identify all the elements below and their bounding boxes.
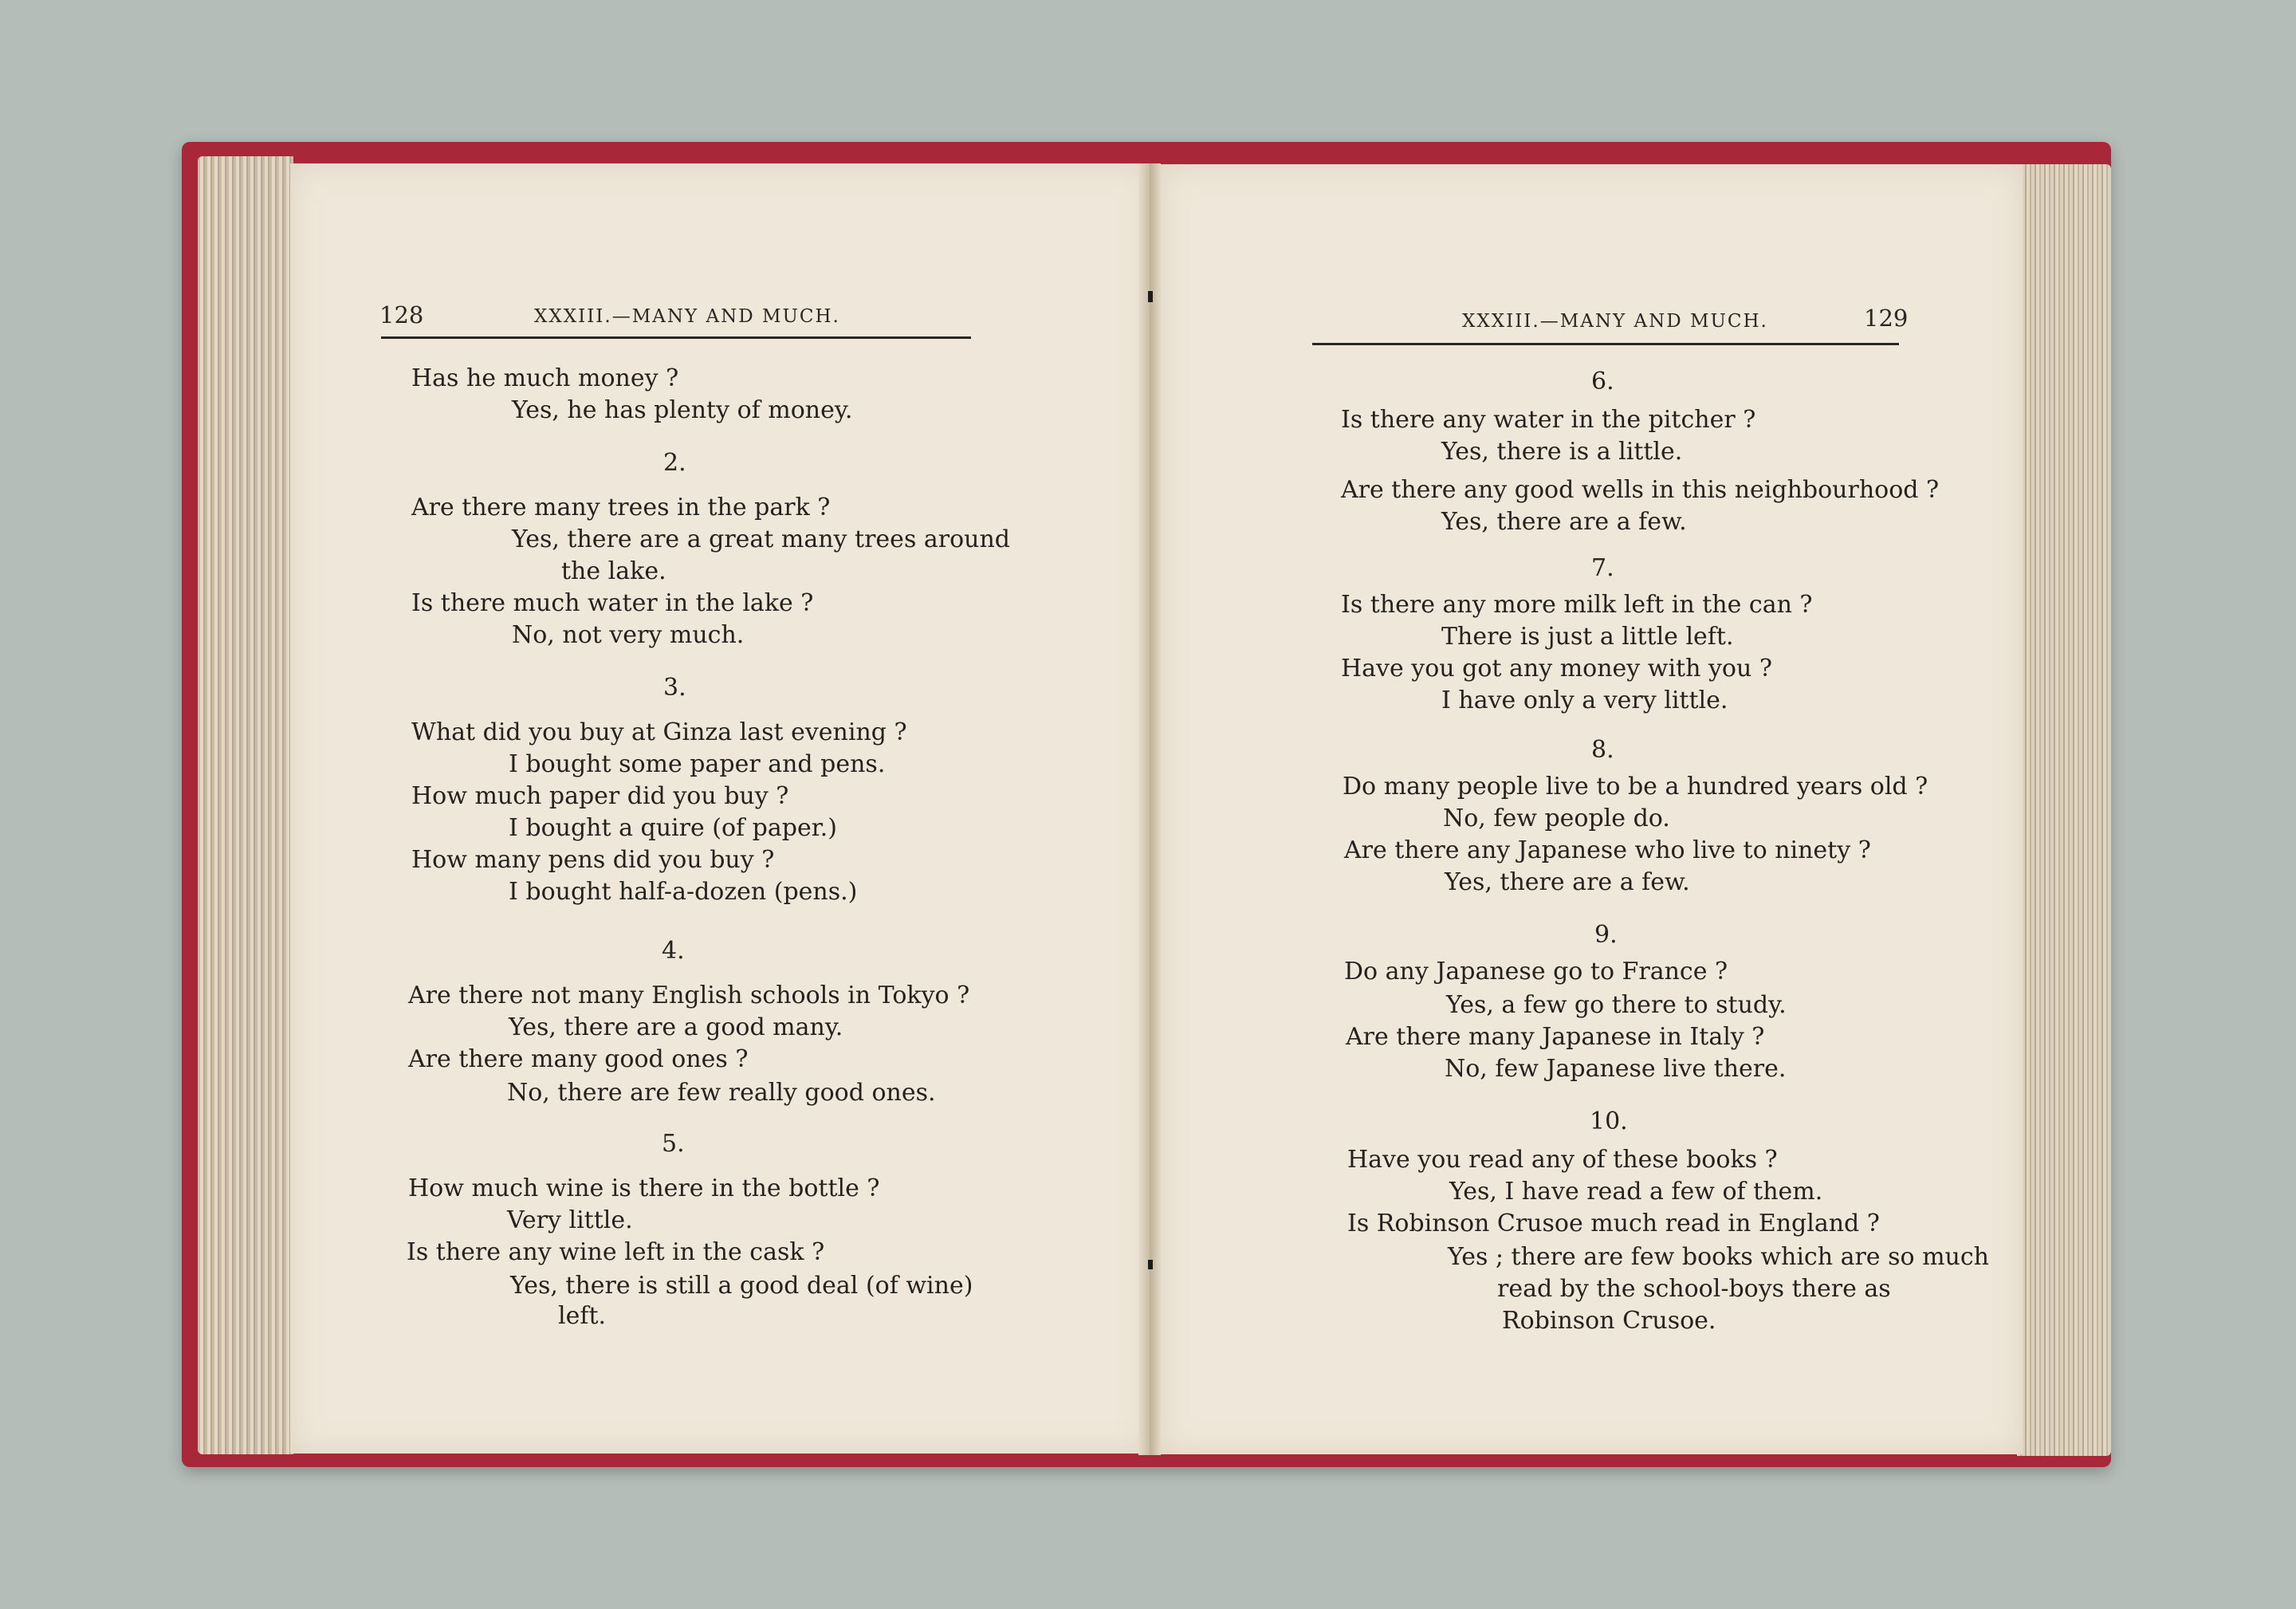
text-line: Very little.	[507, 1206, 633, 1234]
text-line: Have you read any of these books ?	[1347, 1146, 1778, 1174]
text-line: Is there any wine left in the cask ?	[407, 1238, 825, 1266]
right-page-number: 129	[1864, 305, 1909, 332]
text-line: Are there any good wells in this neighbourhood ?	[1341, 476, 1940, 504]
text-line: No, there are few really good ones.	[507, 1079, 936, 1107]
section-number: 4.	[662, 937, 685, 965]
text-line: Are there many good ones ?	[408, 1045, 749, 1073]
section-number: 8.	[1591, 736, 1614, 764]
text-line: I have only a very little.	[1441, 686, 1728, 714]
text-line: I bought a quire (of paper.)	[509, 814, 838, 842]
text-line: How much wine is there in the bottle ?	[408, 1174, 880, 1202]
text-line: Are there not many English schools in Tokyo ?	[408, 982, 970, 1009]
text-line: Yes, he has plenty of money.	[512, 396, 853, 424]
section-number: 9.	[1594, 921, 1618, 949]
text-line: No, few people do.	[1443, 804, 1670, 832]
text-line: How much paper did you buy ?	[411, 782, 789, 810]
binding-thread	[1148, 291, 1153, 302]
text-line: How many pens did you buy ?	[411, 846, 775, 874]
binding-thread	[1148, 1260, 1153, 1269]
right-header-rule	[1312, 343, 1899, 345]
text-line: I bought some paper and pens.	[509, 750, 886, 778]
text-line: Yes, there is a little.	[1441, 438, 1683, 466]
text-line: Yes, there are a good many.	[509, 1013, 843, 1041]
text-line: the lake.	[561, 557, 666, 585]
text-line: Has he much money ?	[411, 364, 679, 392]
text-line: Yes, I have read a few of them.	[1449, 1178, 1823, 1206]
text-line: Is there any water in the pitcher ?	[1341, 406, 1756, 434]
text-line: Do any Japanese go to France ?	[1344, 958, 1728, 985]
section-number: 3.	[663, 674, 686, 702]
text-line: I bought half-a-dozen (pens.)	[509, 878, 858, 906]
text-line: Is Robinson Crusoe much read in England ?	[1347, 1210, 1880, 1237]
left-running-head: XXXIII.—MANY AND MUCH.	[534, 306, 840, 327]
text-line: Yes, there are a few.	[1445, 868, 1690, 896]
page-edges-left	[198, 156, 293, 1454]
text-line: No, not very much.	[512, 621, 745, 649]
text-line: There is just a little left.	[1441, 623, 1734, 651]
text-line: Are there any Japanese who live to ninety ?	[1344, 836, 1871, 864]
text-line: Yes, there are a few.	[1441, 508, 1687, 536]
text-line: What did you buy at Ginza last evening ?	[411, 718, 907, 746]
left-header-rule	[381, 336, 971, 339]
text-line: Yes ; there are few books which are so much	[1448, 1243, 1989, 1271]
text-line: Yes, there are a great many trees around	[512, 525, 1011, 553]
text-line: No, few Japanese live there.	[1445, 1055, 1787, 1083]
section-number: 2.	[663, 449, 686, 477]
text-line: Is there any more milk left in the can ?	[1341, 591, 1813, 619]
text-line: Yes, a few go there to study.	[1446, 991, 1787, 1019]
section-number: 6.	[1591, 368, 1614, 395]
right-running-head: XXXIII.—MANY AND MUCH.	[1462, 311, 1768, 332]
text-line: Are there many trees in the park ?	[411, 494, 831, 521]
page-edges-right	[2017, 164, 2111, 1456]
text-line: Is there much water in the lake ?	[411, 589, 814, 617]
text-line: left.	[558, 1302, 607, 1330]
section-number: 5.	[662, 1130, 685, 1158]
text-line: Have you got any money with you ?	[1341, 655, 1772, 683]
text-line: Yes, there is still a good deal (of wine)	[510, 1272, 973, 1300]
left-page-number: 128	[379, 301, 424, 328]
text-line: Robinson Crusoe.	[1502, 1307, 1716, 1335]
text-line: read by the school-boys there as	[1497, 1275, 1891, 1303]
section-number: 7.	[1591, 554, 1614, 582]
section-number: 10.	[1590, 1107, 1628, 1135]
text-line: Do many people live to be a hundred years old ?	[1343, 773, 1928, 801]
text-line: Are there many Japanese in Italy ?	[1346, 1023, 1765, 1051]
